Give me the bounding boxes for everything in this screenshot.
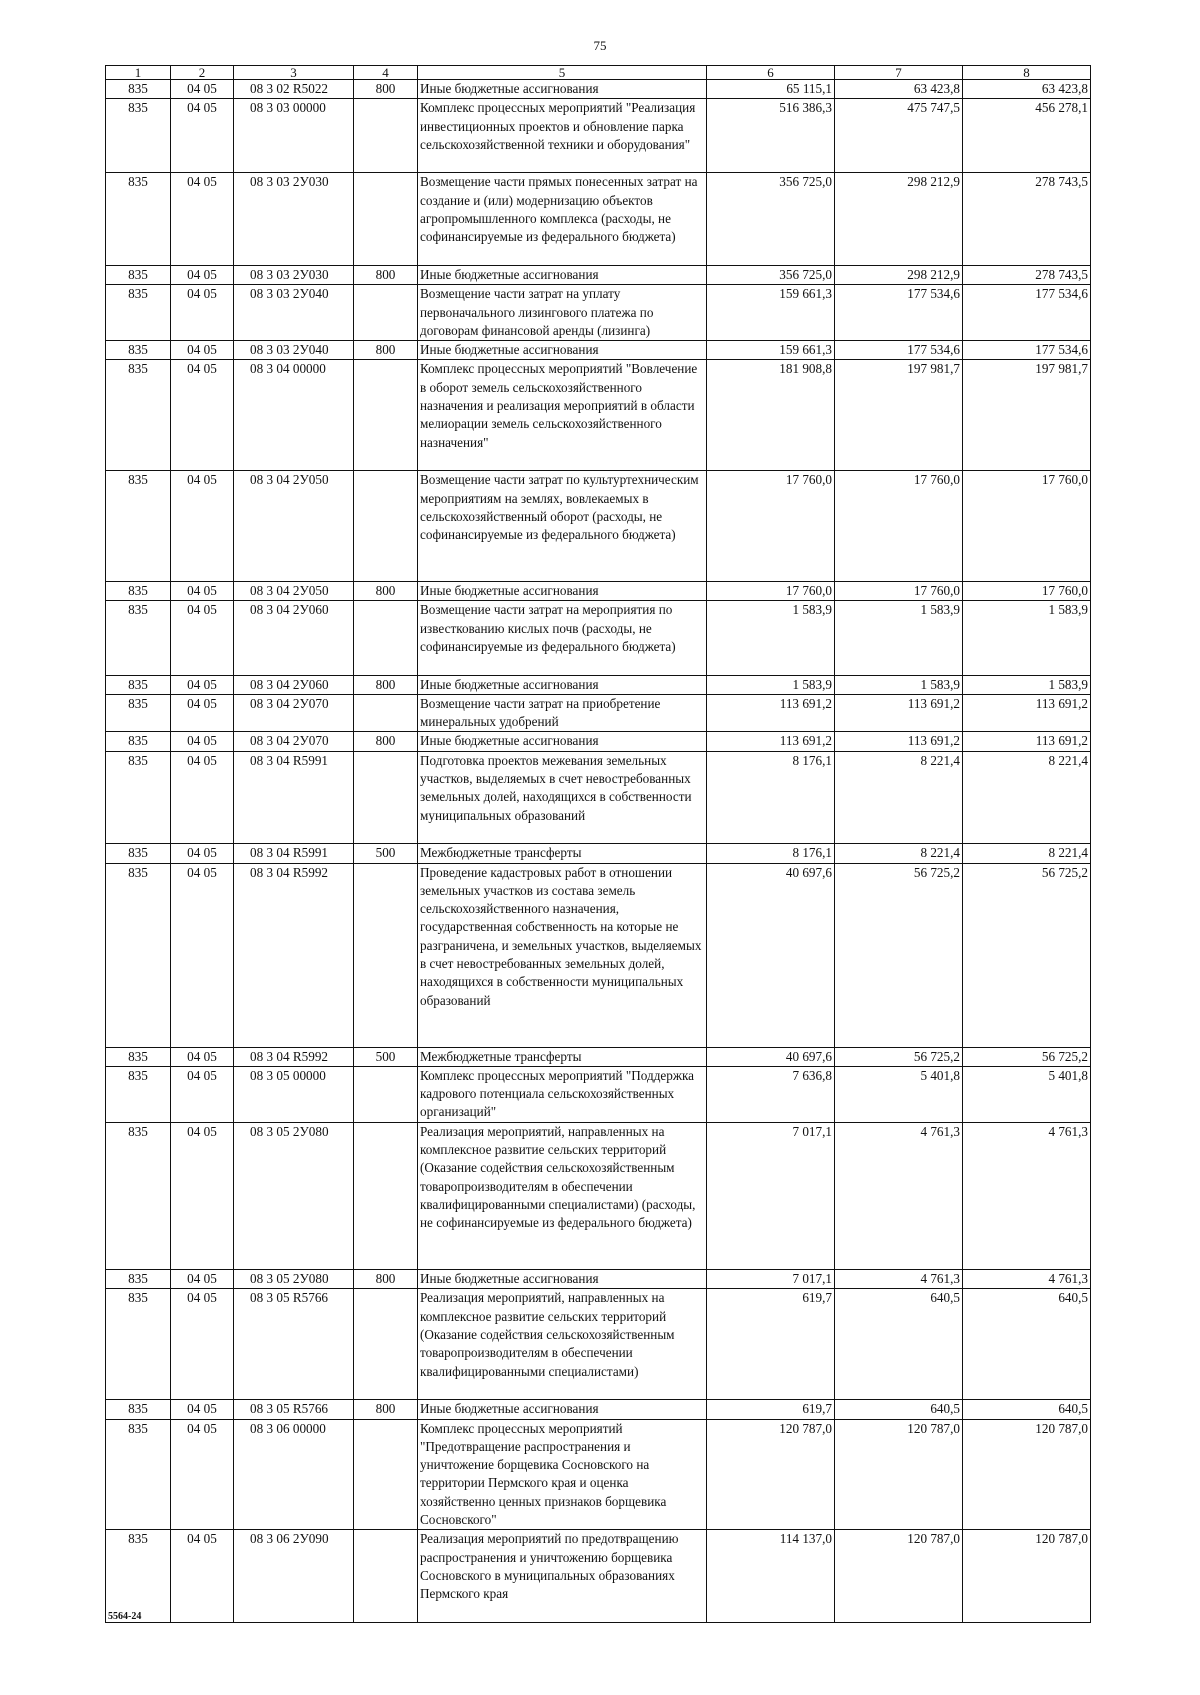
table-body bbox=[106, 80, 1091, 1623]
amount-col8-cell: 5 401,8 bbox=[963, 1066, 1091, 1122]
target-article-cell: 08 3 03 2У040 bbox=[234, 285, 354, 341]
section-code-cell: 04 05 bbox=[171, 265, 234, 284]
amount-col7-cell: 177 534,6 bbox=[835, 285, 963, 341]
amount-col7-cell: 298 212,9 bbox=[835, 265, 963, 284]
target-article-cell: 08 3 04 R5992 bbox=[234, 1047, 354, 1066]
column-header-3: 3 bbox=[234, 66, 354, 80]
amount-col6-cell: 356 725,0 bbox=[707, 265, 835, 284]
section-code-cell: 04 05 bbox=[171, 844, 234, 863]
section-code-cell: 04 05 bbox=[171, 471, 234, 582]
amount-col6-cell: 159 661,3 bbox=[707, 285, 835, 341]
amount-col8-cell: 4 761,3 bbox=[963, 1122, 1091, 1269]
amount-col8-cell: 456 278,1 bbox=[963, 99, 1091, 173]
item-name-cell: Возмещение части затрат на уплату первоначального лизингового платежа по договорам финансовой аренды (лизинга) bbox=[418, 285, 707, 341]
item-name-cell: Иные бюджетные ассигнования bbox=[418, 582, 707, 601]
target-article-cell: 08 3 04 R5992 bbox=[234, 863, 354, 1047]
amount-col6-cell: 65 115,1 bbox=[707, 80, 835, 99]
expense-type-cell bbox=[354, 1289, 418, 1400]
item-name-cell: Реализация мероприятий, направленных на комплексное развитие сельских территорий (Оказание содействия сельскохозяйственным товаропроизводителям в обеспечении квалифицированными специалистами) (расходы, не софинансируемые из федерального бюджета) bbox=[418, 1122, 707, 1269]
admin-code-cell: 835 bbox=[106, 1066, 171, 1122]
amount-col6-cell: 619,7 bbox=[707, 1289, 835, 1400]
table-row bbox=[106, 285, 1091, 341]
column-header-8: 8 bbox=[963, 66, 1091, 80]
amount-col7-cell: 8 221,4 bbox=[835, 844, 963, 863]
section-code-cell: 04 05 bbox=[171, 732, 234, 751]
target-article-cell: 08 3 04 00000 bbox=[234, 360, 354, 471]
column-header-1: 1 bbox=[106, 66, 171, 80]
expense-type-cell bbox=[354, 863, 418, 1047]
table-row bbox=[106, 1122, 1091, 1269]
table-row bbox=[106, 675, 1091, 694]
section-code-cell: 04 05 bbox=[171, 751, 234, 844]
target-article-cell: 08 3 05 2У080 bbox=[234, 1270, 354, 1289]
item-name-cell: Межбюджетные трансферты bbox=[418, 1047, 707, 1066]
document-code: 5564-24 bbox=[108, 1611, 142, 1622]
amount-col8-cell: 197 981,7 bbox=[963, 360, 1091, 471]
expense-type-cell bbox=[354, 694, 418, 732]
item-name-cell: Иные бюджетные ассигнования bbox=[418, 80, 707, 99]
admin-code-cell: 835 bbox=[106, 582, 171, 601]
amount-col7-cell: 17 760,0 bbox=[835, 471, 963, 582]
expense-type-cell bbox=[354, 99, 418, 173]
table-row bbox=[106, 1419, 1091, 1530]
admin-code-cell: 835 bbox=[106, 1289, 171, 1400]
table-row bbox=[106, 99, 1091, 173]
amount-col8-cell: 8 221,4 bbox=[963, 751, 1091, 844]
item-name-cell: Иные бюджетные ассигнования bbox=[418, 1400, 707, 1419]
table-row bbox=[106, 1530, 1091, 1623]
section-code-cell: 04 05 bbox=[171, 80, 234, 99]
amount-col7-cell: 640,5 bbox=[835, 1289, 963, 1400]
amount-col7-cell: 4 761,3 bbox=[835, 1270, 963, 1289]
target-article-cell: 08 3 02 R5022 bbox=[234, 80, 354, 99]
expense-type-cell: 800 bbox=[354, 1400, 418, 1419]
amount-col8-cell: 640,5 bbox=[963, 1400, 1091, 1419]
expense-type-cell bbox=[354, 1530, 418, 1623]
amount-col8-cell: 120 787,0 bbox=[963, 1419, 1091, 1530]
amount-col8-cell: 278 743,5 bbox=[963, 265, 1091, 284]
table-row bbox=[106, 863, 1091, 1047]
section-code-cell: 04 05 bbox=[171, 1122, 234, 1269]
table-row bbox=[106, 694, 1091, 732]
expense-type-cell bbox=[354, 601, 418, 675]
item-name-cell: Иные бюджетные ассигнования bbox=[418, 265, 707, 284]
expense-type-cell bbox=[354, 1122, 418, 1269]
section-code-cell: 04 05 bbox=[171, 863, 234, 1047]
amount-col6-cell: 113 691,2 bbox=[707, 732, 835, 751]
amount-col7-cell: 56 725,2 bbox=[835, 1047, 963, 1066]
section-code-cell: 04 05 bbox=[171, 173, 234, 266]
column-header-6: 6 bbox=[707, 66, 835, 80]
item-name-cell: Проведение кадастровых работ в отношении земельных участков из состава земель сельскохозяйственного назначения, государственная собственность на которые не разграничена, и земельных участков, выделяемых в счет невостребованных земельных долей, находящихся в собственности муниципальных образований bbox=[418, 863, 707, 1047]
amount-col7-cell: 5 401,8 bbox=[835, 1066, 963, 1122]
amount-col7-cell: 475 747,5 bbox=[835, 99, 963, 173]
amount-col6-cell: 7 017,1 bbox=[707, 1270, 835, 1289]
column-header-5: 5 bbox=[418, 66, 707, 80]
amount-col8-cell: 113 691,2 bbox=[963, 694, 1091, 732]
amount-col7-cell: 298 212,9 bbox=[835, 173, 963, 266]
section-code-cell: 04 05 bbox=[171, 341, 234, 360]
amount-col6-cell: 7 017,1 bbox=[707, 1122, 835, 1269]
target-article-cell: 08 3 05 2У080 bbox=[234, 1122, 354, 1269]
amount-col7-cell: 17 760,0 bbox=[835, 582, 963, 601]
expense-type-cell: 500 bbox=[354, 844, 418, 863]
amount-col7-cell: 4 761,3 bbox=[835, 1122, 963, 1269]
item-name-cell: Реализация мероприятий по предотвращению распространения и уничтожению борщевика Сосновского в муниципальных образованиях Пермского края bbox=[418, 1530, 707, 1623]
expense-type-cell bbox=[354, 285, 418, 341]
amount-col8-cell: 113 691,2 bbox=[963, 732, 1091, 751]
admin-code-cell: 835 bbox=[106, 285, 171, 341]
section-code-cell: 04 05 bbox=[171, 1530, 234, 1623]
admin-code-cell: 835 bbox=[106, 173, 171, 266]
target-article-cell: 08 3 04 2У070 bbox=[234, 732, 354, 751]
admin-code-cell: 835 bbox=[106, 751, 171, 844]
table-row bbox=[106, 1066, 1091, 1122]
item-name-cell: Комплекс процессных мероприятий "Предотвращение распространения и уничтожение борщевика Сосновского на территории Пермского края и оценка хозяйственно ценных признаков борщевика Сосновского" bbox=[418, 1419, 707, 1530]
target-article-cell: 08 3 03 2У040 bbox=[234, 341, 354, 360]
amount-col6-cell: 356 725,0 bbox=[707, 173, 835, 266]
admin-code-cell: 835 bbox=[106, 601, 171, 675]
table-row bbox=[106, 1289, 1091, 1400]
amount-col8-cell: 17 760,0 bbox=[963, 582, 1091, 601]
amount-col7-cell: 197 981,7 bbox=[835, 360, 963, 471]
table-row bbox=[106, 80, 1091, 99]
target-article-cell: 08 3 04 R5991 bbox=[234, 844, 354, 863]
admin-code-cell: 835 bbox=[106, 675, 171, 694]
item-name-cell: Возмещение части затрат на приобретение минеральных удобрений bbox=[418, 694, 707, 732]
target-article-cell: 08 3 04 2У050 bbox=[234, 582, 354, 601]
target-article-cell: 08 3 05 R5766 bbox=[234, 1400, 354, 1419]
item-name-cell: Комплекс процессных мероприятий "Вовлечение в оборот земель сельскохозяйственного назначения и реализация мероприятий в области мелиорации земель сельскохозяйственного назначения" bbox=[418, 360, 707, 471]
section-code-cell: 04 05 bbox=[171, 360, 234, 471]
expense-type-cell bbox=[354, 751, 418, 844]
target-article-cell: 08 3 04 2У060 bbox=[234, 675, 354, 694]
column-header-7: 7 bbox=[835, 66, 963, 80]
column-header-2: 2 bbox=[171, 66, 234, 80]
table-row bbox=[106, 1047, 1091, 1066]
table-row bbox=[106, 751, 1091, 844]
expense-type-cell: 800 bbox=[354, 80, 418, 99]
amount-col7-cell: 113 691,2 bbox=[835, 694, 963, 732]
item-name-cell: Реализация мероприятий, направленных на комплексное развитие сельских территорий (Оказание содействия сельскохозяйственным товаропроизводителям в обеспечении квалифицированными специалистами) bbox=[418, 1289, 707, 1400]
admin-code-cell: 835 bbox=[106, 863, 171, 1047]
admin-code-cell: 835 bbox=[106, 80, 171, 99]
amount-col6-cell: 7 636,8 bbox=[707, 1066, 835, 1122]
section-code-cell: 04 05 bbox=[171, 601, 234, 675]
table-row bbox=[106, 265, 1091, 284]
amount-col7-cell: 120 787,0 bbox=[835, 1419, 963, 1530]
amount-col6-cell: 1 583,9 bbox=[707, 675, 835, 694]
target-article-cell: 08 3 04 2У070 bbox=[234, 694, 354, 732]
target-article-cell: 08 3 03 2У030 bbox=[234, 265, 354, 284]
amount-col7-cell: 113 691,2 bbox=[835, 732, 963, 751]
admin-code-cell: 835 bbox=[106, 1047, 171, 1066]
expense-type-cell: 500 bbox=[354, 1047, 418, 1066]
amount-col8-cell: 278 743,5 bbox=[963, 173, 1091, 266]
amount-col8-cell: 177 534,6 bbox=[963, 341, 1091, 360]
item-name-cell: Иные бюджетные ассигнования bbox=[418, 732, 707, 751]
amount-col8-cell: 8 221,4 bbox=[963, 844, 1091, 863]
amount-col6-cell: 113 691,2 bbox=[707, 694, 835, 732]
section-code-cell: 04 05 bbox=[171, 1047, 234, 1066]
admin-code-cell: 835 bbox=[106, 1530, 171, 1623]
item-name-cell: Возмещение части затрат на мероприятия по известкованию кислых почв (расходы, не софинансируемые из федерального бюджета) bbox=[418, 601, 707, 675]
admin-code-cell: 835 bbox=[106, 1122, 171, 1269]
table-row bbox=[106, 844, 1091, 863]
item-name-cell: Иные бюджетные ассигнования bbox=[418, 675, 707, 694]
table-row bbox=[106, 341, 1091, 360]
amount-col6-cell: 516 386,3 bbox=[707, 99, 835, 173]
target-article-cell: 08 3 04 2У050 bbox=[234, 471, 354, 582]
amount-col8-cell: 640,5 bbox=[963, 1289, 1091, 1400]
section-code-cell: 04 05 bbox=[171, 1270, 234, 1289]
amount-col8-cell: 56 725,2 bbox=[963, 863, 1091, 1047]
target-article-cell: 08 3 06 00000 bbox=[234, 1419, 354, 1530]
amount-col6-cell: 181 908,8 bbox=[707, 360, 835, 471]
target-article-cell: 08 3 06 2У090 bbox=[234, 1530, 354, 1623]
target-article-cell: 08 3 03 00000 bbox=[234, 99, 354, 173]
expense-type-cell bbox=[354, 1066, 418, 1122]
amount-col8-cell: 177 534,6 bbox=[963, 285, 1091, 341]
admin-code-cell: 835 bbox=[106, 1270, 171, 1289]
page-number: 75 bbox=[593, 38, 607, 53]
item-name-cell: Подготовка проектов межевания земельных участков, выделяемых в счет невостребованных земельных долей, находящихся в собственности муниципальных образований bbox=[418, 751, 707, 844]
item-name-cell: Комплекс процессных мероприятий "Реализация инвестиционных проектов и обновление парка сельскохозяйственной техники и оборудования" bbox=[418, 99, 707, 173]
admin-code-cell: 835 bbox=[106, 1419, 171, 1530]
expense-type-cell bbox=[354, 173, 418, 266]
amount-col7-cell: 8 221,4 bbox=[835, 751, 963, 844]
amount-col6-cell: 8 176,1 bbox=[707, 751, 835, 844]
amount-col7-cell: 63 423,8 bbox=[835, 80, 963, 99]
target-article-cell: 08 3 05 R5766 bbox=[234, 1289, 354, 1400]
amount-col7-cell: 1 583,9 bbox=[835, 675, 963, 694]
budget-table bbox=[105, 65, 1091, 1623]
amount-col8-cell: 1 583,9 bbox=[963, 601, 1091, 675]
admin-code-cell: 835 bbox=[106, 360, 171, 471]
amount-col8-cell: 17 760,0 bbox=[963, 471, 1091, 582]
admin-code-cell: 835 bbox=[106, 341, 171, 360]
amount-col6-cell: 159 661,3 bbox=[707, 341, 835, 360]
item-name-cell: Возмещение части затрат по культуртехническим мероприятиям на землях, вовлекаемых в сельскохозяйственный оборот (расходы, не софинансируемые из федерального бюджета) bbox=[418, 471, 707, 582]
amount-col8-cell: 56 725,2 bbox=[963, 1047, 1091, 1066]
expense-type-cell: 800 bbox=[354, 732, 418, 751]
target-article-cell: 08 3 05 00000 bbox=[234, 1066, 354, 1122]
section-code-cell: 04 05 bbox=[171, 1419, 234, 1530]
table-row bbox=[106, 1400, 1091, 1419]
expense-type-cell: 800 bbox=[354, 341, 418, 360]
item-name-cell: Комплекс процессных мероприятий "Поддержка кадрового потенциала сельскохозяйственных организаций" bbox=[418, 1066, 707, 1122]
expense-type-cell bbox=[354, 360, 418, 471]
amount-col6-cell: 120 787,0 bbox=[707, 1419, 835, 1530]
amount-col6-cell: 619,7 bbox=[707, 1400, 835, 1419]
target-article-cell: 08 3 03 2У030 bbox=[234, 173, 354, 266]
amount-col6-cell: 8 176,1 bbox=[707, 844, 835, 863]
admin-code-cell: 835 bbox=[106, 844, 171, 863]
admin-code-cell: 835 bbox=[106, 1400, 171, 1419]
table-row bbox=[106, 1270, 1091, 1289]
amount-col7-cell: 640,5 bbox=[835, 1400, 963, 1419]
expense-type-cell bbox=[354, 1419, 418, 1530]
table-row bbox=[106, 582, 1091, 601]
expense-type-cell: 800 bbox=[354, 582, 418, 601]
amount-col7-cell: 120 787,0 bbox=[835, 1530, 963, 1623]
section-code-cell: 04 05 bbox=[171, 694, 234, 732]
item-name-cell: Межбюджетные трансферты bbox=[418, 844, 707, 863]
amount-col8-cell: 4 761,3 bbox=[963, 1270, 1091, 1289]
item-name-cell: Иные бюджетные ассигнования bbox=[418, 341, 707, 360]
section-code-cell: 04 05 bbox=[171, 1400, 234, 1419]
admin-code-cell: 835 bbox=[106, 732, 171, 751]
amount-col6-cell: 40 697,6 bbox=[707, 863, 835, 1047]
admin-code-cell: 835 bbox=[106, 471, 171, 582]
amount-col6-cell: 17 760,0 bbox=[707, 582, 835, 601]
admin-code-cell: 835 bbox=[106, 694, 171, 732]
table-row bbox=[106, 360, 1091, 471]
amount-col7-cell: 177 534,6 bbox=[835, 341, 963, 360]
section-code-cell: 04 05 bbox=[171, 1066, 234, 1122]
section-code-cell: 04 05 bbox=[171, 285, 234, 341]
expense-type-cell: 800 bbox=[354, 265, 418, 284]
amount-col8-cell: 120 787,0 bbox=[963, 1530, 1091, 1623]
expense-type-cell bbox=[354, 471, 418, 582]
header-row bbox=[106, 66, 1091, 80]
amount-col6-cell: 114 137,0 bbox=[707, 1530, 835, 1623]
table-row bbox=[106, 173, 1091, 266]
expense-type-cell: 800 bbox=[354, 1270, 418, 1289]
amount-col6-cell: 40 697,6 bbox=[707, 1047, 835, 1066]
amount-col6-cell: 1 583,9 bbox=[707, 601, 835, 675]
amount-col6-cell: 17 760,0 bbox=[707, 471, 835, 582]
amount-col7-cell: 56 725,2 bbox=[835, 863, 963, 1047]
item-name-cell: Иные бюджетные ассигнования bbox=[418, 1270, 707, 1289]
table-row bbox=[106, 732, 1091, 751]
item-name-cell: Возмещение части прямых понесенных затрат на создание и (или) модернизацию объектов агропромышленного комплекса (расходы, не софинансируемые из федерального бюджета) bbox=[418, 173, 707, 266]
amount-col8-cell: 1 583,9 bbox=[963, 675, 1091, 694]
section-code-cell: 04 05 bbox=[171, 675, 234, 694]
target-article-cell: 08 3 04 R5991 bbox=[234, 751, 354, 844]
expense-type-cell: 800 bbox=[354, 675, 418, 694]
admin-code-cell: 835 bbox=[106, 265, 171, 284]
section-code-cell: 04 05 bbox=[171, 582, 234, 601]
amount-col7-cell: 1 583,9 bbox=[835, 601, 963, 675]
amount-col8-cell: 63 423,8 bbox=[963, 80, 1091, 99]
column-header-4: 4 bbox=[354, 66, 418, 80]
table-row bbox=[106, 471, 1091, 582]
section-code-cell: 04 05 bbox=[171, 1289, 234, 1400]
admin-code-cell: 835 bbox=[106, 99, 171, 173]
target-article-cell: 08 3 04 2У060 bbox=[234, 601, 354, 675]
table-row bbox=[106, 601, 1091, 675]
section-code-cell: 04 05 bbox=[171, 99, 234, 173]
